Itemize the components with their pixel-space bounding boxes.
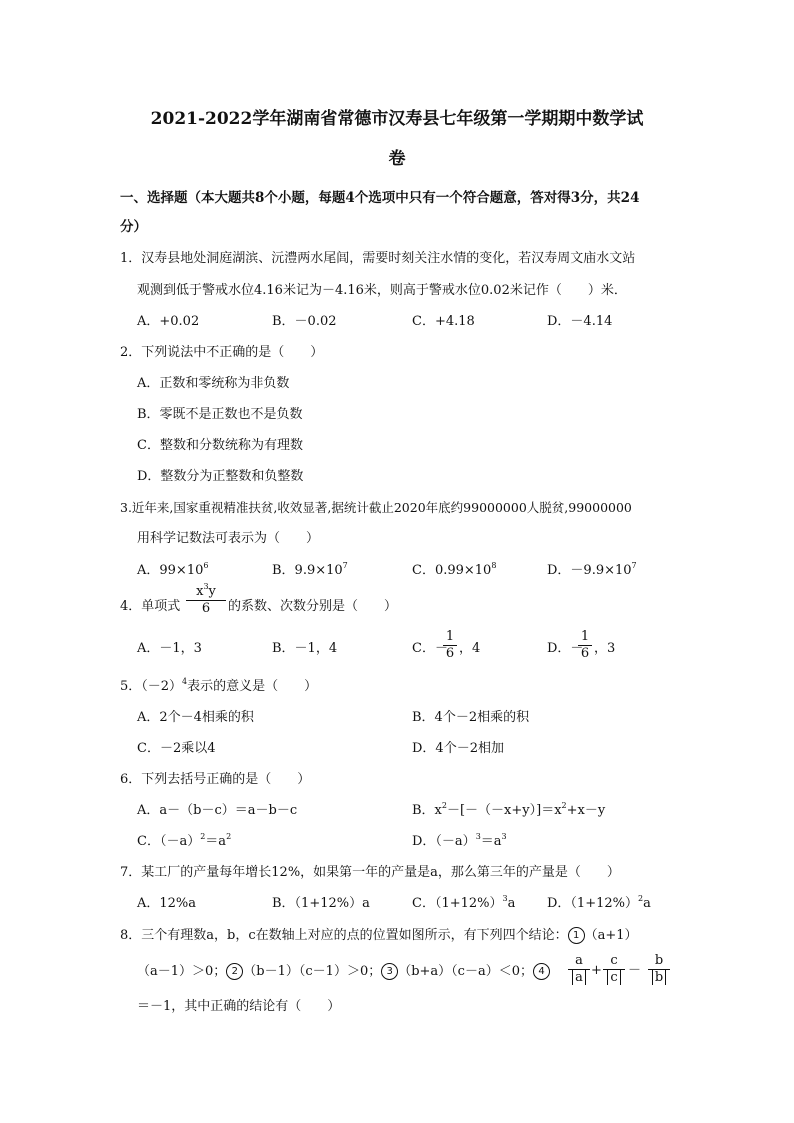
question-6-option-d: D．$(-a)^3=a^3$ — [412, 832, 507, 849]
question-2-option-b: B．零既不是正数也不是负数 — [137, 407, 303, 422]
question-5-option-c: C．－2乘以4 — [137, 741, 216, 756]
doc-title-line1: 2021-2022学年湖南省常德市汉寿县七年级第一学期期中数学试 — [150, 109, 644, 129]
question-6-stem: 6．下列去括号正确的是（ ） — [120, 772, 311, 787]
question-8-stem-cont: （a－1）＞0； 2 （b－1）（c－1）＞0； 3 （b+a）（c－a）＜0； 4 — [137, 963, 550, 980]
fraction-c-over-abs-c: $\frac{c}{c}$ — [603, 954, 625, 985]
question-3-stem: 3.近年来,国家重视精准扶贫,收效显著,据统计截止2020年底约99000000人脱贫,99000000 — [120, 500, 632, 515]
question-7-stem: 7．某工厂的产量每年增长12%，如果第一年的产量是a，那么第三年的产量是（ ） — [120, 865, 620, 880]
question-4-prefix: 4．单项式 — [120, 599, 181, 614]
question-1-option-d: D．－4.14 — [547, 314, 613, 329]
section-heading: 一、选择题（本大题共8个小题，每题4个选项中只有一个符合题意，答对得3分，共24 — [120, 190, 640, 206]
question-2-stem: 2．下列说法中不正确的是（ ） — [120, 345, 324, 360]
question-4-option-c-fraction: $\frac{1}{6}$ — [443, 630, 457, 661]
question-4-option-a: A．－1，3 — [137, 641, 202, 656]
question-4-option-c-label: C．－ — [412, 641, 448, 656]
question-4-option-d-label: D．－ — [547, 641, 584, 656]
question-5-option-a: A．2个－4相乘的积 — [137, 710, 254, 725]
question-3-option-d: D．$-9.9\times 10^7$ — [547, 561, 637, 578]
doc-title-line2: 卷 — [388, 149, 406, 169]
question-4-option-c-tail: ，4 — [459, 641, 481, 656]
question-4-option-b: B．－1，4 — [272, 641, 338, 656]
question-4-option-d-fraction: $\frac{1}{6}$ — [578, 630, 592, 661]
question-1-stem-cont: 观测到低于警戒水位4.16米记为－4.16米，则高于警戒水位0.02米记作（ ）米． — [137, 283, 627, 298]
question-5-stem: 5．$(-2)^4$表示的意义是（ ） — [120, 677, 318, 694]
question-1-option-c: C．+4.18 — [412, 314, 475, 329]
question-2-option-a: A．正数和零统称为非负数 — [137, 376, 290, 391]
question-3-option-c: C．$0.99\times 10^8$ — [412, 561, 497, 578]
question-6-option-a: A．a－（b－c）＝a－b－c — [137, 803, 298, 818]
monomial-fraction: $\frac{x^3y}{6}$ — [186, 585, 226, 616]
minus-sign: － — [628, 963, 642, 978]
question-7-option-d: D．$(1+12\%)^2a$ — [547, 894, 651, 911]
question-4-suffix: 的系数、次数分别是（ ） — [228, 599, 398, 614]
circled-number-4: 4 — [533, 963, 550, 980]
question-7-option-b: B．（1+12%）a — [272, 896, 370, 911]
question-6-option-c: C．$(-a)^2=a^2$ — [137, 832, 232, 849]
question-1-option-b: B．－0.02 — [272, 314, 337, 329]
plus-sign: + — [591, 963, 602, 978]
question-5-option-d: D．4个－2相加 — [412, 741, 504, 756]
question-3-option-a: A．$99\times 10^6$ — [137, 561, 209, 578]
question-8-stem-end: ＝－1，其中正确的结论有（ ） — [137, 999, 341, 1014]
question-1-stem: 1．汉寿县地处洞庭湖滨、沅澧两水尾闾，需要时刻关注水情的变化，若汉寿周文庙水文站 — [120, 251, 636, 266]
question-8-stem: 8．三个有理数a，b，c在数轴上对应的点的位置如图所示，有下列四个结论： 1 （a+1） — [120, 928, 638, 943]
question-4-option-d-tail: ，3 — [594, 641, 616, 656]
question-5-option-b: B．4个－2相乘的积 — [412, 710, 530, 725]
fraction-a-over-abs-a: $\frac{a}{a}$ — [568, 954, 590, 985]
question-7-option-a: A．12%a — [137, 896, 197, 911]
question-6-option-b: B．$x^2-[-(-x+y)]=x^2+x-y$ — [412, 801, 606, 818]
question-7-option-c: C．$(1+12\%)^3a$ — [412, 894, 516, 911]
fraction-b-over-abs-b: $\frac{b}{b}$ — [648, 954, 670, 985]
question-3-option-b: B．$9.9\times 10^7$ — [272, 561, 348, 578]
circled-number-2: 2 — [226, 963, 243, 980]
question-2-option-d: D．整数分为正整数和负整数 — [137, 469, 304, 484]
circled-number-1: 1 — [568, 927, 585, 944]
question-3-stem-cont: 用科学记数法可表示为（ ） — [137, 531, 320, 546]
section-heading-cont: 分） — [120, 219, 147, 235]
question-2-option-c: C．整数和分数统称为有理数 — [137, 438, 303, 453]
circled-number-3: 3 — [381, 963, 398, 980]
question-1-option-a: A．+0.02 — [137, 314, 200, 329]
